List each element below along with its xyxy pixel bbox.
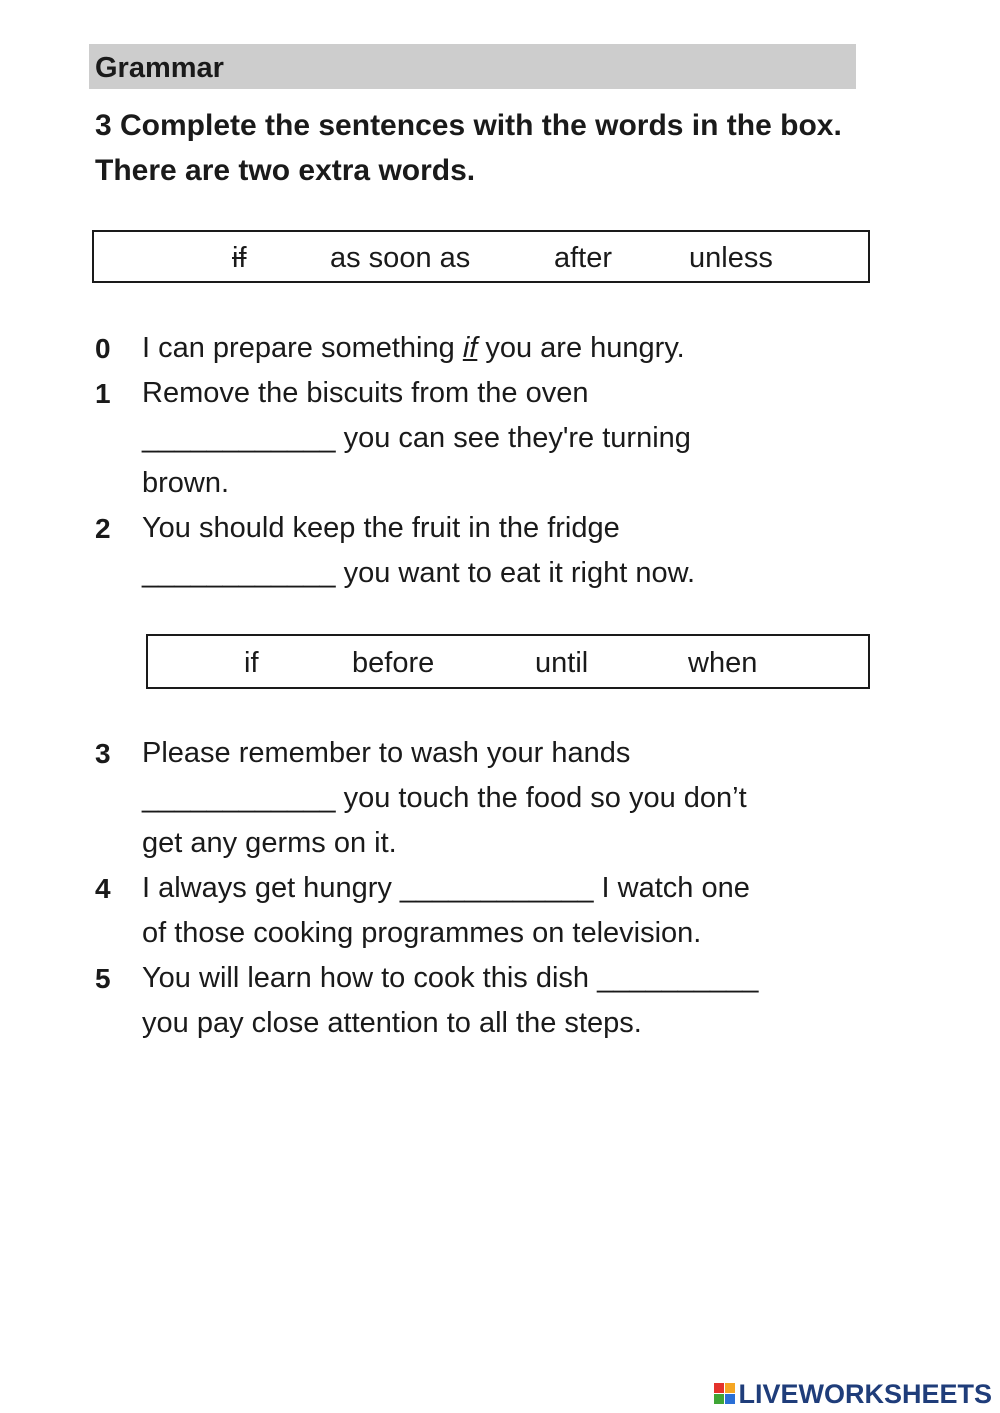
answer-blank[interactable]: ____________ (142, 422, 336, 454)
item-number: 3 (95, 738, 111, 769)
item-number: 2 (95, 513, 111, 544)
item-text: Remove the biscuits from the oven (142, 377, 589, 409)
liveworksheets-logo-icon (714, 1383, 736, 1405)
item-number: 4 (95, 873, 111, 904)
item-number: 5 (95, 963, 111, 994)
item-number: 0 (95, 333, 111, 364)
item-text: You should keep the fruit in the fridge (142, 512, 620, 544)
item-text: I watch one (593, 872, 750, 904)
item-text: get any germs on it. (142, 827, 397, 859)
item-text: you want to eat it right now. (335, 557, 696, 589)
liveworksheets-brand: LIVEWORKSHEETS (738, 1378, 992, 1409)
item-number: 1 (95, 378, 111, 409)
word-box-1-word: if (232, 242, 247, 274)
word-box-2-word: if (244, 647, 259, 679)
liveworksheets-logo (714, 1379, 992, 1409)
word-box-1-word: as soon as (330, 242, 471, 274)
answer-blank[interactable]: __________ (597, 962, 759, 994)
exercise-instructions: 3 Complete the sentences with the words in the box. There are two extra words. (95, 109, 842, 187)
item-text: brown. (142, 467, 230, 499)
item-text: of those cooking programmes on television. (142, 917, 702, 949)
item-1-line-2 (142, 416, 691, 461)
section-title: Grammar (95, 52, 224, 84)
answer-blank[interactable]: ____________ (399, 872, 594, 904)
item-text: you touch the food so you don’t (335, 782, 747, 814)
example-answer: if (462, 332, 478, 364)
word-box-2 (146, 634, 870, 689)
word-box-2-word: until (535, 647, 589, 679)
item-3-line-2 (142, 776, 747, 821)
word-box-2-word: when (688, 647, 758, 679)
item-text: I can prepare something (142, 332, 463, 364)
item-text: you pay close attention to all the steps. (142, 1007, 642, 1039)
item-2-line-2 (142, 551, 695, 596)
item-0-line (142, 326, 685, 371)
item-text: you can see they're turning (335, 422, 691, 454)
word-box-1-word: unless (689, 242, 773, 274)
answer-blank[interactable]: ____________ (142, 782, 336, 814)
item-text: You will learn how to cook this dish (142, 962, 598, 994)
word-box-1-word: after (554, 242, 613, 274)
answer-blank[interactable]: ____________ (142, 557, 336, 589)
item-text: Please remember to wash your hands (142, 737, 631, 769)
item-text: I always get hungry (142, 872, 400, 904)
item-5-line-1 (142, 956, 758, 1001)
item-4-line-1 (142, 866, 750, 911)
word-box-2-word: before (352, 647, 435, 679)
item-text: you are hungry. (477, 332, 685, 364)
word-box-1 (92, 230, 870, 283)
